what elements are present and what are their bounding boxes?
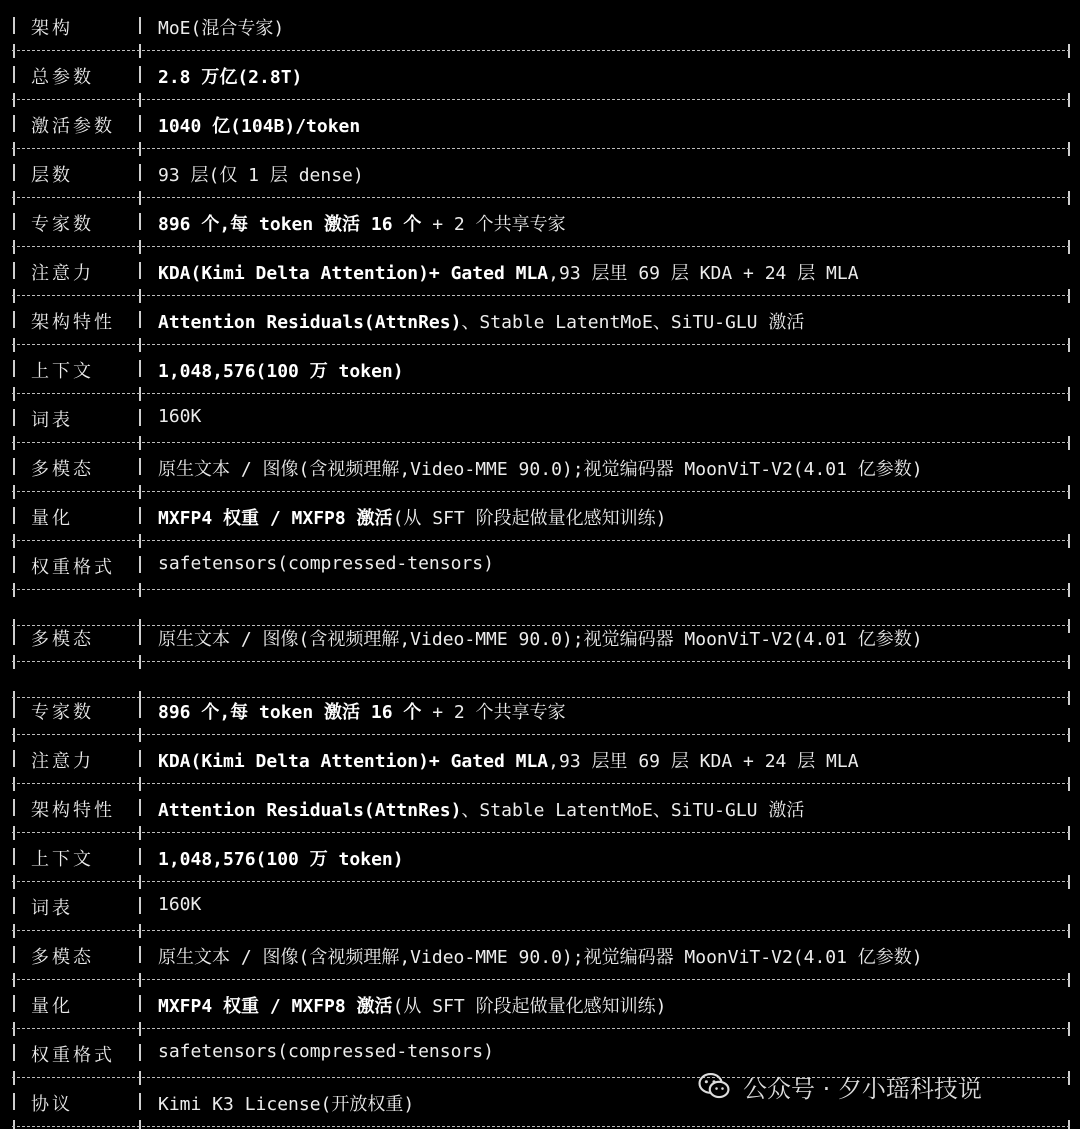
row-key: 架构 xyxy=(31,18,73,39)
column-divider xyxy=(139,360,141,377)
row-value xyxy=(158,553,494,574)
row-value xyxy=(158,504,666,530)
row-value xyxy=(158,1090,414,1116)
row-key: 专家数 xyxy=(31,702,94,723)
left-border xyxy=(13,799,15,816)
row-value-bold: 1,048,576(100 万 token) xyxy=(158,361,404,382)
row-value-normal: (从 SFT 阶段起做量化感知训练) xyxy=(392,508,667,529)
row-value-bold: KDA(Kimi Delta Attention)+ Gated MLA xyxy=(158,751,549,772)
table-row xyxy=(0,882,1080,931)
row-value-normal: 93 层(仅 1 层 dense) xyxy=(158,165,364,186)
row-value-normal: ,93 层里 69 层 KDA + 24 层 MLA xyxy=(548,263,859,284)
row-value-normal: MoE(混合专家) xyxy=(158,18,285,39)
row-value-bold: 2.8 万亿(2.8T) xyxy=(158,67,303,88)
row-value-normal: (从 SFT 阶段起做量化感知训练) xyxy=(392,996,667,1017)
row-value xyxy=(158,845,404,871)
table-row xyxy=(0,394,1080,443)
row-value xyxy=(158,161,364,187)
column-divider xyxy=(139,262,141,279)
table-row xyxy=(0,784,1080,833)
row-value-normal: 原生文本 / 图像(含视频理解,Video-MME 90.0);视觉编码器 MoonViT-V2(4.01 亿参数) xyxy=(158,629,923,650)
left-border xyxy=(13,848,15,865)
column-divider xyxy=(139,1093,141,1110)
row-value xyxy=(158,112,360,138)
row-value-bold: MXFP4 权重 / MXFP8 激活 xyxy=(158,508,393,529)
row-value-normal: safetensors(compressed-tensors) xyxy=(158,1041,494,1062)
column-divider xyxy=(139,458,141,475)
table-row xyxy=(0,541,1080,590)
row-value-bold: Attention Residuals(AttnRes) xyxy=(158,800,462,821)
left-border xyxy=(13,66,15,83)
row-value-bold: 896 个,每 token 激活 16 个 xyxy=(158,214,422,235)
row-value-bold: Attention Residuals(AttnRes) xyxy=(158,312,462,333)
row-key: 专家数 xyxy=(31,214,94,235)
left-border xyxy=(13,164,15,181)
column-divider xyxy=(139,409,141,426)
border-joint xyxy=(13,1120,15,1129)
row-key: 权重格式 xyxy=(31,557,115,578)
row-value xyxy=(158,894,201,915)
left-border xyxy=(13,1044,15,1061)
row-value xyxy=(158,210,566,236)
left-border xyxy=(13,360,15,377)
row-key: 总参数 xyxy=(31,67,94,88)
row-value-normal: ,93 层里 69 层 KDA + 24 层 MLA xyxy=(548,751,859,772)
row-key: 激活参数 xyxy=(31,116,115,137)
row-value-bold: KDA(Kimi Delta Attention)+ Gated MLA xyxy=(158,263,549,284)
table-row xyxy=(0,100,1080,149)
row-key: 权重格式 xyxy=(31,1045,115,1066)
row-value xyxy=(158,259,859,285)
row-value-normal: Kimi K3 License(开放权重) xyxy=(158,1094,415,1115)
row-key: 量化 xyxy=(31,508,73,529)
row-key: 协议 xyxy=(31,1094,73,1115)
table-row xyxy=(0,443,1080,492)
table-row xyxy=(0,613,1080,662)
column-divider xyxy=(139,115,141,132)
row-value-normal: 、Stable LatentMoE、SiTU-GLU 激活 xyxy=(461,312,805,333)
table-row xyxy=(0,931,1080,980)
left-border xyxy=(13,897,15,914)
table-row xyxy=(0,2,1080,51)
column-divider xyxy=(139,628,141,645)
row-value-normal: + 2 个共享专家 xyxy=(421,214,566,235)
column-divider xyxy=(139,213,141,230)
row-value-normal: safetensors(compressed-tensors) xyxy=(158,553,494,574)
table-row xyxy=(0,492,1080,541)
row-value xyxy=(158,625,923,651)
column-divider xyxy=(139,556,141,573)
table-row xyxy=(0,686,1080,735)
table-row xyxy=(0,247,1080,296)
row-key: 多模态 xyxy=(31,947,94,968)
row-value-bold: 1,048,576(100 万 token) xyxy=(158,849,404,870)
table-row xyxy=(0,833,1080,882)
row-key: 词表 xyxy=(31,898,73,919)
column-divider xyxy=(139,995,141,1012)
row-value xyxy=(158,308,804,334)
row-value xyxy=(158,63,302,89)
left-border xyxy=(13,628,15,645)
row-key: 上下文 xyxy=(31,361,94,382)
column-divider xyxy=(139,848,141,865)
row-value-bold: 1040 亿(104B)/token xyxy=(158,116,361,137)
watermark-text: 公众号 · 夕小瑶科技说 xyxy=(743,1074,982,1103)
left-border xyxy=(13,409,15,426)
row-key: 架构特性 xyxy=(31,800,115,821)
left-border xyxy=(13,507,15,524)
left-border xyxy=(13,115,15,132)
table-row xyxy=(0,735,1080,784)
left-border xyxy=(13,311,15,328)
left-border xyxy=(13,1093,15,1110)
column-divider xyxy=(139,750,141,767)
row-value-normal: + 2 个共享专家 xyxy=(421,702,566,723)
row-value xyxy=(158,943,923,969)
row-value xyxy=(158,455,923,481)
row-key: 注意力 xyxy=(31,263,94,284)
row-value-bold: 896 个,每 token 激活 16 个 xyxy=(158,702,422,723)
table-row xyxy=(0,980,1080,1029)
left-border xyxy=(13,701,15,718)
row-value-bold: MXFP4 权重 / MXFP8 激活 xyxy=(158,996,393,1017)
row-value xyxy=(158,14,284,40)
row-value-normal: 原生文本 / 图像(含视频理解,Video-MME 90.0);视觉编码器 MoonViT-V2(4.01 亿参数) xyxy=(158,459,923,480)
row-key: 上下文 xyxy=(31,849,94,870)
column-divider xyxy=(139,946,141,963)
row-key: 架构特性 xyxy=(31,312,115,333)
column-divider xyxy=(139,897,141,914)
column-divider xyxy=(139,17,141,34)
left-border xyxy=(13,262,15,279)
row-key: 层数 xyxy=(31,165,73,186)
row-key: 词表 xyxy=(31,410,73,431)
column-divider xyxy=(139,507,141,524)
border-joint xyxy=(1068,1120,1070,1129)
row-value-normal: 、Stable LatentMoE、SiTU-GLU 激活 xyxy=(461,800,805,821)
left-border xyxy=(13,750,15,767)
row-value xyxy=(158,698,566,724)
column-divider xyxy=(139,1044,141,1061)
left-border xyxy=(13,556,15,573)
row-value xyxy=(158,796,804,822)
column-divider xyxy=(139,701,141,718)
row-value xyxy=(158,357,404,383)
table-row xyxy=(0,345,1080,394)
wechat-icon xyxy=(697,1069,731,1103)
table-row xyxy=(0,296,1080,345)
watermark xyxy=(697,1068,982,1104)
row-value xyxy=(158,747,859,773)
row-key: 多模态 xyxy=(31,459,94,480)
column-divider xyxy=(139,164,141,181)
table-row xyxy=(0,198,1080,247)
left-border xyxy=(13,458,15,475)
row-value xyxy=(158,406,201,427)
left-border xyxy=(13,995,15,1012)
row-value xyxy=(158,992,666,1018)
row-value xyxy=(158,1041,494,1062)
row-key: 多模态 xyxy=(31,629,94,650)
table-row xyxy=(0,51,1080,100)
column-divider xyxy=(139,311,141,328)
row-key: 量化 xyxy=(31,996,73,1017)
left-border xyxy=(13,213,15,230)
border-joint xyxy=(139,1120,141,1129)
row-value-normal: 160K xyxy=(158,894,202,915)
table-row xyxy=(0,149,1080,198)
row-value-normal: 160K xyxy=(158,406,202,427)
left-border xyxy=(13,17,15,34)
column-divider xyxy=(139,66,141,83)
row-key: 注意力 xyxy=(31,751,94,772)
left-border xyxy=(13,946,15,963)
row-value-normal: 原生文本 / 图像(含视频理解,Video-MME 90.0);视觉编码器 MoonViT-V2(4.01 亿参数) xyxy=(158,947,923,968)
column-divider xyxy=(139,799,141,816)
